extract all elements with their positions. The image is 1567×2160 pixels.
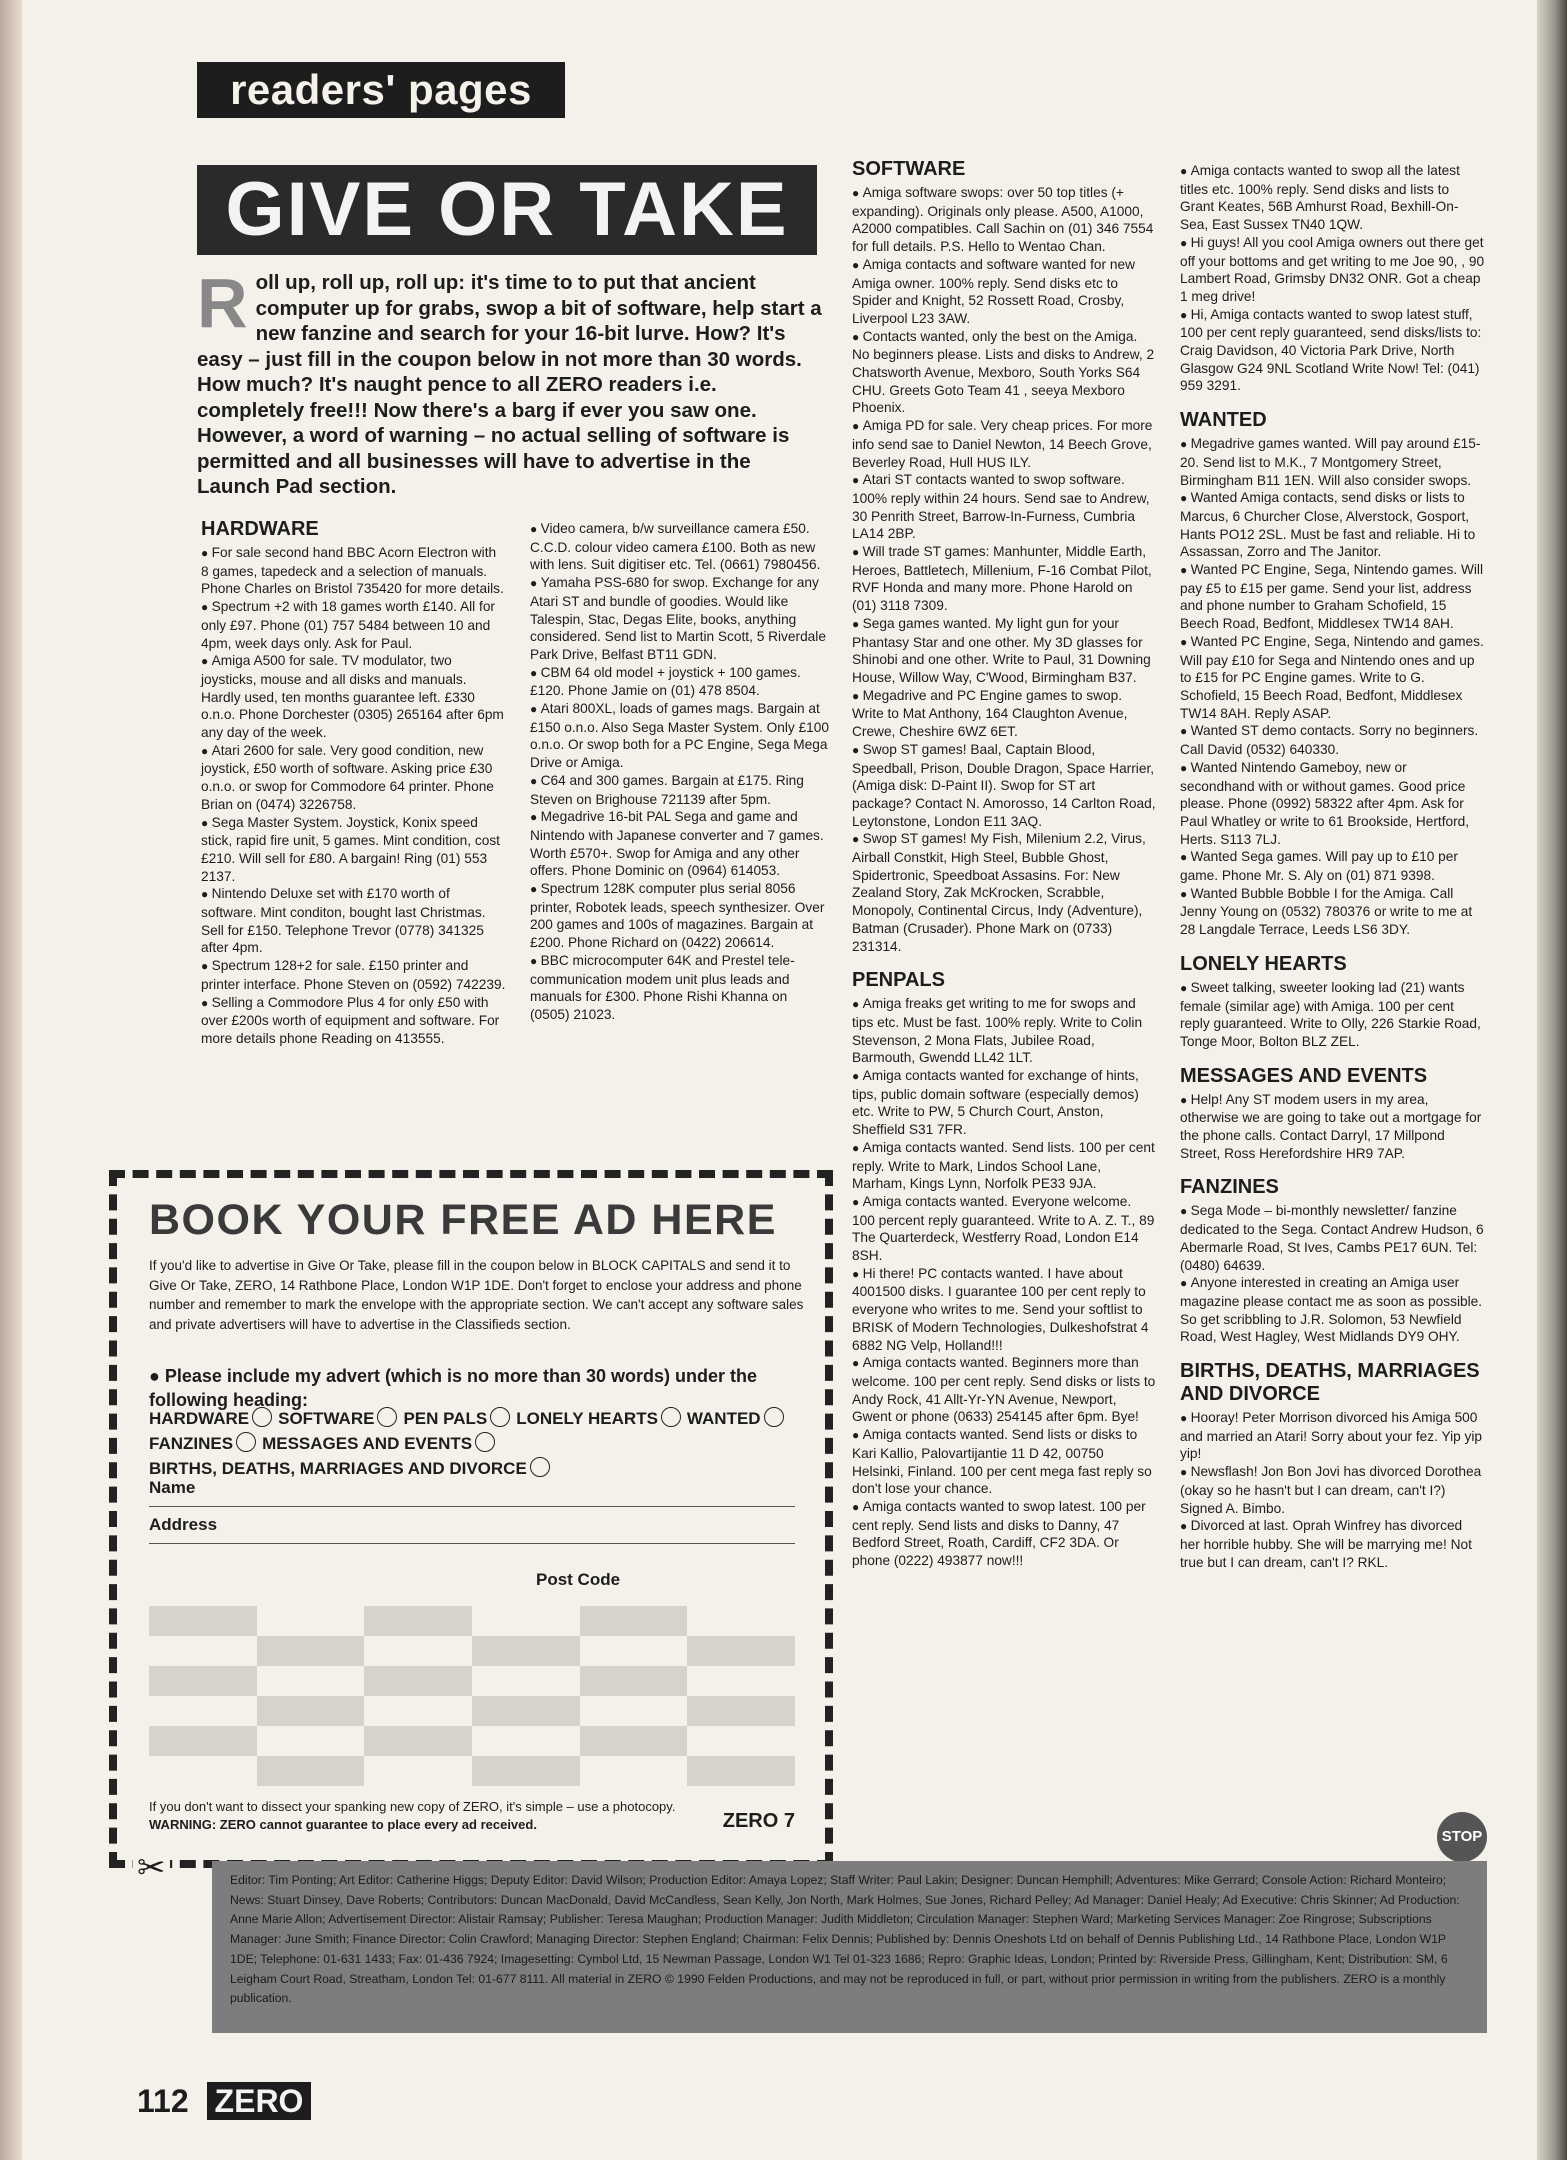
classified-ad: ● Wanted PC Engine, Sega, Nintendo and games. Will pay £10 for Sega and Nintendo ones and up to £15 for PC Engine games. Write to G. Schofield, 15 Beech Road, Bedfont, Middlesex TW14 8AH. Reply ASAP. xyxy=(1180,633,1485,723)
heading-option[interactable] xyxy=(262,1431,495,1456)
grid-cell[interactable] xyxy=(580,1696,688,1726)
grid-cell[interactable] xyxy=(364,1636,472,1666)
coupon-heading-options xyxy=(149,1406,809,1481)
classified-ad: ● Amiga contacts wanted for exchange of hints, tips, public domain software (especially demos) etc. Write to PW, 5 Church Court, Anston, Sheffield S31 7FR. xyxy=(852,1067,1157,1139)
grid-cell[interactable] xyxy=(257,1666,365,1696)
scissors-icon: ✂ xyxy=(133,1853,170,1883)
classified-ad: ● Sweet talking, sweeter looking lad (21) wants female (similar age) with Amiga. 100 per cent reply guaranteed. Write to Olly, 226 Starkie Road, Tonge Moor, Bolton BLZ ZEL. xyxy=(1180,979,1485,1051)
grid-cell[interactable] xyxy=(257,1726,365,1756)
heading-option[interactable] xyxy=(403,1406,510,1431)
classified-ad: ● Atari 800XL, loads of games mags. Bargain at £150 o.n.o. Also Sega Master System. Only £100 o.n.o. Or swop both for a PC Engine, Sega Mega Drive or Amiga. xyxy=(530,700,830,772)
section-tag: readers' pages xyxy=(197,62,565,118)
heading-option[interactable] xyxy=(149,1431,256,1456)
messages-heading: MESSAGES AND EVENTS xyxy=(1180,1064,1428,1087)
grid-cell[interactable] xyxy=(580,1666,688,1696)
grid-cell[interactable] xyxy=(364,1696,472,1726)
classified-ad: ● Amiga freaks get writing to me for swops and tips etc. Must be fast. 100% reply. Write to Colin Stevenson, 2 Mona Flats, Jubilee Road, Barmouth, Gwendd LL42 1LT. xyxy=(852,995,1157,1067)
classified-ad: ● Amiga contacts wanted. Beginners more than welcome. 100 per cent reply. Send disks or lists to Andy Rock, 41 Allt-Yr-YN Avenue, Newport, Gwent or phone (0633) 254145 after 6pm. Bye! xyxy=(852,1354,1157,1426)
coupon-footer xyxy=(149,1798,809,1834)
heading-option-label: WANTED xyxy=(686,1409,761,1428)
option-circle-checkbox[interactable] xyxy=(475,1432,495,1452)
classified-ad: ● Sega games wanted. My light gun for your Phantasy Star and one other. My 3D glasses for Shinobi and one other. Write to Paul, 31 Downing House, Willow Way, C'Wood, Birmingham B37. xyxy=(852,615,1157,687)
hardware-heading: HARDWARE xyxy=(201,518,319,540)
classified-ad: ● Hooray! Peter Morrison divorced his Amiga 500 and married an Atari! Sorry about your fez. Yip yip yip! xyxy=(1180,1409,1485,1463)
option-circle-checkbox[interactable] xyxy=(252,1407,272,1427)
heading-option-label: MESSAGES AND EVENTS xyxy=(262,1434,473,1453)
births-heading: BIRTHS, DEATHS, MARRIAGES AND DIVORCE xyxy=(1180,1360,1480,1406)
classified-ad: ● CBM 64 old model + joystick + 100 games. £120. Phone Jamie on (01) 478 8504. xyxy=(530,664,830,700)
coupon-number: ZERO 7 xyxy=(722,1810,795,1832)
name-field[interactable] xyxy=(149,1478,795,1507)
address-field[interactable] xyxy=(149,1515,795,1544)
grid-cell[interactable] xyxy=(364,1756,472,1786)
wanted-heading: WANTED xyxy=(1180,409,1267,432)
heading-option-label: SOFTWARE xyxy=(278,1409,375,1428)
coupon-include-text: ● Please include my advert (which is no more than 30 words) under the following heading: xyxy=(149,1366,758,1410)
classified-ad: ● Amiga contacts wanted to swop latest. 100 per cent reply. Send lists and disks to Danny, 47 Bedford Street, Roath, Cardiff, CF2 3DA. Or phone (0222) 493877 now!!! xyxy=(852,1498,1157,1570)
classified-ad: ● Sega Mode – bi-monthly newsletter/ fanzine dedicated to the Sega. Contact Andrew Hudson, 6 Abermarle Road, St Ives, Cambs PE17 6UN. Tel: (0480) 64639. xyxy=(1180,1202,1485,1274)
classified-ad: ● Amiga software swops: over 50 top titles (+ expanding). Originals only please. A500, A1000, A2000 compatibles. Call Sachin on (01) 346 7554 for full details. P.S. Hello to Wentao Chan. xyxy=(852,184,1157,256)
grid-cell[interactable] xyxy=(687,1606,795,1636)
classified-ad: ● Megadrive and PC Engine games to swop. Write to Mat Anthony, 164 Claughton Avenue, Crewe, Cheshire 6WZ 6ET. xyxy=(852,687,1157,741)
classified-ad: ● Amiga contacts and software wanted for new Amiga owner. 100% reply. Send disks etc to Spider and Knight, 52 Rossett Road, Crosby, Liverpool L23 3AW. xyxy=(852,256,1157,328)
grid-cell[interactable] xyxy=(257,1696,365,1726)
grid-cell[interactable] xyxy=(257,1606,365,1636)
coupon-instructions: If you'd like to advertise in Give Or Take, please fill in the coupon below in BLOCK CAPITALS and send it to Give Or Take, ZERO, 14 Rathbone Place, London W1P 1DE. Don't forget to enclose your address and phone number and remember to mark the envelope with the appropriate section. We can't accept any software sales and private advertisers will have to advertise in the Classifieds section. xyxy=(149,1258,804,1332)
classified-ad: ● Megadrive games wanted. Will pay around £15-20. Send list to M.K., 7 Montgomery Street, Birmingham B11 1EN. Will also consider swops. xyxy=(1180,435,1485,489)
heading-option-label: HARDWARE xyxy=(149,1409,250,1428)
classified-ad: ● Wanted Amiga contacts, send disks or lists to Marcus, 6 Churcher Close, Alverstock, Gosport, Hants PO12 2SL. Must be fast and reliable. Hi to Assassan, Zorro and The Janitor. xyxy=(1180,489,1485,561)
coupon-warning: WARNING: ZERO cannot guarantee to place every ad received. xyxy=(149,1817,537,1832)
grid-cell[interactable] xyxy=(580,1636,688,1666)
page-number: 112 xyxy=(137,2083,189,2119)
grid-cell[interactable] xyxy=(149,1756,257,1786)
classified-ad: ● Newsflash! Jon Bon Jovi has divorced Dorothea (okay so he hasn't but I can dream, can't I?) Signed A. Bimbo. xyxy=(1180,1463,1485,1517)
classified-ad: ● Video camera, b/w surveillance camera £50. C.C.D. colour video camera £100. Both as new with lens. Suit digitiser etc. Tel. (0661) 7980456. xyxy=(530,520,830,574)
classified-ad: ● Help! Any ST modem users in my area, otherwise we are going to take out a mortgage for the phone calls. Contact Darryl, 17 Millpond Street, Ross Herefordshire HR9 7AP. xyxy=(1180,1091,1485,1163)
grid-cell[interactable] xyxy=(364,1726,472,1756)
grid-cell[interactable] xyxy=(687,1666,795,1696)
grid-cell[interactable] xyxy=(149,1606,257,1636)
heading-option[interactable] xyxy=(149,1406,272,1431)
software-penpals-column xyxy=(852,158,1157,1570)
classified-ad: ● C64 and 300 games. Bargain at £175. Ring Steven on Brighouse 721139 after 5pm. xyxy=(530,772,830,808)
grid-cell[interactable] xyxy=(580,1726,688,1756)
grid-cell[interactable] xyxy=(687,1726,795,1756)
software-heading: SOFTWARE xyxy=(852,158,966,180)
heading-option-label: FANZINES xyxy=(149,1434,234,1453)
classified-ad: ● Sega Master System. Joystick, Konix speed stick, rapid fire unit, 5 games. Mint condition, cost £210. Will sell for £80. A bargain! Ring (01) 553 2137. xyxy=(201,814,506,886)
classified-ad: ● Hi guys! All you cool Amiga owners out there get off your bottoms and get writing to me Joe 90, , 90 Lambert Road, Grimsby DN32 ONR. Got a cheap 1 meg drive! xyxy=(1180,234,1485,306)
grid-cell[interactable] xyxy=(257,1756,365,1786)
masthead-credits: Editor: Tim Ponting; Art Editor: Catherine Higgs; Deputy Editor: David Wilson; Production Editor: Amaya Lopez; Staff Writer: Paul Lakin; Designer: Duncan Hemphill; Adventures: Mike Gerrard; Console Action: Richard Monteiro; News: Stuart Dinsey, Dave Roberts; Contributors: Duncan MacDonald, David McCandless, Sean Kelly, Jon North, Mark Holmes, Sue Jones, Richard Pelley; Ad Manager: Daniel Healy; Ad Executive: Chris Skinner; Ad Production: Anne Marie Allon; Advertisement Director: Alistair Ramsay; Publisher: Teresa Maughan; Production Manager: Judith Middleton; Circulation Manager: Stephen Ward; Marketing Services Manager: Zoe Ringrose; Subscriptions Manager: June Smith; Finance Director: Colin Crawford; Managing Director: Stephen England; Chairman: Felix Dennis; Published by: Dennis Oneshots Ltd on behalf of Dennis Publishing Ltd., 14 Rathbone Place, London W1P 1DE; Telephone: 01-631 1433; Fax: 01-436 7924; Imagesetting: Cymbol Ltd, 15 Newman Passage, London W1 Tel 01-323 1686; Repro: Graphic Ideas, London; Printed by: Riverside Press, Gillingham, Kent; Distribution: SM, 6 Leigham Court Road, Streatham, London Tel: 01-677 8111. All material in ZERO © 1990 Felden Productions, and may not be reproduced in full, or part, without prior permission in writing from the publishers. ZERO is a monthly publication. xyxy=(212,1861,1487,2033)
option-circle-checkbox[interactable] xyxy=(661,1407,681,1427)
classified-ad: ● Nintendo Deluxe set with £170 worth of software. Mint conditon, bought last Christmas. Sell for £150. Telephone Trevor (0778) 341325 after 4pm. xyxy=(201,885,506,957)
classified-ad: ● Anyone interested in creating an Amiga user magazine please contact me as soon as possible. So get scribbling to J.R. Solomon, 53 Newfield Road, West Hagley, West Midlands DY9 OHY. xyxy=(1180,1274,1485,1346)
classified-ad: ● BBC microcomputer 64K and Prestel tele-communication modem unit plus leads and manuals for £300. Phone Rishi Khanna on (0505) 21023. xyxy=(530,952,830,1024)
classified-ad: ● Wanted Sega games. Will pay up to £10 per game. Phone Mr. S. Aly on (01) 871 9398. xyxy=(1180,848,1485,884)
ad-coupon xyxy=(109,1170,833,1887)
classified-ad: ● Amiga contacts wanted. Everyone welcome. 100 percent reply guaranteed. Write to A. Z. T., 89 The Quarterdeck, Westferry Road, London E14 8SH. xyxy=(852,1193,1157,1265)
classified-ad: ● Megadrive 16-bit PAL Sega and game and Nintendo with Japanese converter and 7 games. Worth £570+. Swop for Amiga and any other offers. Phone Dominic on (0964) 614053. xyxy=(530,808,830,880)
classified-ad: ● Spectrum 128K computer plus serial 8056 printer, Robotek leads, speech synthesizer. Over 200 games and 100s of magazines. Bargain at £200. Phone Richard on (0422) 206614. xyxy=(530,880,830,952)
heading-option-label: LONELY HEARTS xyxy=(516,1409,658,1428)
heading-option[interactable] xyxy=(278,1406,397,1431)
stop-sign-icon: STOP xyxy=(1437,1812,1487,1862)
grid-cell[interactable] xyxy=(472,1726,580,1756)
classified-ad: ● Atari ST contacts wanted to swop software. 100% reply within 24 hours. Send sae to Andrew, 30 Penrith Street, Barrow-In-Furness, Cumbria LA14 2BP. xyxy=(852,471,1157,543)
heading-option-label: PEN PALS xyxy=(403,1409,488,1428)
grid-cell[interactable] xyxy=(257,1636,365,1666)
classified-ad: ● Swop ST games! Baal, Captain Blood, Speedball, Prison, Double Dragon, Space Harrier, (Amiga disk: D-Paint II). Swop for ST art package? Contact N. Amorosso, 14 Carlton Road, Leytonstone, London E11 3AQ. xyxy=(852,741,1157,831)
intro-text: oll up, roll up, roll up: it's time to to put that ancient computer up for grabs, swop a bit of software, help start a new fanzine and search for your 16-bit lurve. How? It's easy – just fill in the coupon below in not more than 30 words. How much? It's naught pence to all ZERO readers i.e. completely free!!! Now there's a barg if ever you saw one. However, a word of warning – no actual selling of software is permitted and all businesses will have to advertise in the Launch Pad section. xyxy=(197,271,822,498)
intro-dropcap: R xyxy=(197,264,248,342)
penpals-heading: PENPALS xyxy=(852,969,945,992)
heading-option-label: BIRTHS, DEATHS, MARRIAGES AND DIVORCE xyxy=(149,1459,527,1478)
classified-ad: ● Spectrum +2 with 18 games worth £140. All for only £97. Phone (01) 757 5484 between 10 and 4pm, week days only. Ask for Paul. xyxy=(201,598,506,652)
classified-ad: ● Hi, Amiga contacts wanted to swop latest stuff, 100 per cent reply guaranteed, send disks/lists to: Craig Davidson, 40 Victoria Park Drive, North Glasgow G24 9NL Scotland Write Now! Tel: (041) 959 3291. xyxy=(1180,306,1485,396)
classified-ad: ● Wanted Bubble Bobble I for the Amiga. Call Jenny Young on (0532) 780376 or write to me at 28 Langdale Terrace, Leeds LS6 3DY. xyxy=(1180,885,1485,939)
name-label: Name xyxy=(149,1478,196,1497)
option-circle-checkbox[interactable] xyxy=(530,1457,550,1477)
address-label: Address xyxy=(149,1515,218,1534)
classified-ad: ● Will trade ST games: Manhunter, Middle Earth, Heroes, Battletech, Millenium, F-16 Combat Pilot, RVF Honda and many more. Phone Harold on (01) 3118 7309. xyxy=(852,543,1157,615)
classified-ad: ● For sale second hand BBC Acorn Electron with 8 games, tapedeck and a selection of manuals. Phone Charles on Bristol 735420 for more details. xyxy=(201,544,506,598)
right-column xyxy=(1180,162,1485,1571)
classified-ad: ● Wanted Nintendo Gameboy, new or secondhand with or without games. Good price please. Phone (0992) 58322 after 4pm. Ask for Paul Whatley or write to 61 Brookside, Hertford, Herts. S113 7LJ. xyxy=(1180,759,1485,849)
heading-option[interactable] xyxy=(687,1406,784,1431)
classified-ad: ● Contacts wanted, only the best on the Amiga. No beginners please. Lists and disks to Andrew, 2 Chatsworth Avenue, Mexboro, South Yorks S64 CHU. Greets Goto Team 41 , seeya Mexboro Phoenix. xyxy=(852,328,1157,418)
classified-ad: ● Atari 2600 for sale. Very good condition, new joystick, £50 worth of software. Asking price £30 o.n.o. or swop for Commodore 64 printer. Phone Brian on (0474) 3226758. xyxy=(201,742,506,814)
grid-cell[interactable] xyxy=(472,1696,580,1726)
grid-cell[interactable] xyxy=(149,1636,257,1666)
grid-cell[interactable] xyxy=(472,1756,580,1786)
classified-ad: ● Amiga PD for sale. Very cheap prices. For more info send sae to Daniel Newton, 14 Beech Grove, Beverley Road, Hull HUS ILY. xyxy=(852,417,1157,471)
classified-ad: ● Amiga A500 for sale. TV modulator, two joysticks, mouse and all disks and manuals. Hardly used, ten months guarantee left. £330 o.n.o. Phone Dorchester (0305) 265164 after 6pm any day of the week. xyxy=(201,652,506,742)
classified-ad: ● Hi there! PC contacts wanted. I have about 4001500 disks. I guarantee 100 per cent reply to everyone who writes to me. Send your softlist to BRISK of Modern Technologies, Dulkeshofstrat 4 6882 NG Velp, Holland!!! xyxy=(852,1265,1157,1355)
classified-ad: ● Swop ST games! My Fish, Milenium 2.2, Virus, Airball Constkit, High Steel, Bubble Ghost, Spidertronic, Speedboat Assasins. For: New Zealand Story, Zak McKrocken, Scrabble, Monopoly, Continental Circus, Indy (Adventure), Batman (Crusader). Phone Mark on (0733) 231314. xyxy=(852,830,1157,955)
classified-ad: ● Wanted ST demo contacts. Sorry no beginners. Call David (0532) 640330. xyxy=(1180,722,1485,758)
heading-option[interactable] xyxy=(516,1406,681,1431)
grid-cell[interactable] xyxy=(364,1666,472,1696)
grid-cell[interactable] xyxy=(687,1756,795,1786)
option-circle-checkbox[interactable] xyxy=(377,1407,397,1427)
grid-cell[interactable] xyxy=(687,1696,795,1726)
classified-ad: ● Amiga contacts wanted to swop all the latest titles etc. 100% reply. Send disks and lists to Grant Keates, 56B Amhurst Road, Bexhill-On-Sea, East Sussex TN40 1QW. xyxy=(1180,162,1485,234)
lonely-hearts-heading: LONELY HEARTS xyxy=(1180,952,1347,975)
zero-logo: ZERO xyxy=(207,2082,311,2120)
grid-cell[interactable] xyxy=(580,1756,688,1786)
grid-cell[interactable] xyxy=(149,1696,257,1726)
classified-ad: ● Divorced at last. Oprah Winfrey has divorced her horrible hubby. She will be marrying me! Not true but I can dream, can't I? RKL. xyxy=(1180,1517,1485,1571)
hardware-column-left xyxy=(201,518,506,1048)
postcode-label: Post Code xyxy=(536,1570,621,1589)
page-title: GIVE OR TAKE xyxy=(197,165,817,255)
hardware-column-right xyxy=(530,520,830,1024)
coupon-footer-note: If you don't want to dissect your spanking new copy of ZERO, it's simple – use a photocopy. xyxy=(149,1799,676,1814)
option-circle-checkbox[interactable] xyxy=(764,1407,784,1427)
classified-ad: ● Selling a Commodore Plus 4 for only £50 with over £200s worth of equipment and software. For more details phone Reading on 413555. xyxy=(201,994,506,1048)
ad-text-grid[interactable] xyxy=(149,1606,795,1786)
grid-cell[interactable] xyxy=(364,1606,472,1636)
grid-cell[interactable] xyxy=(472,1606,580,1636)
option-circle-checkbox[interactable] xyxy=(490,1407,510,1427)
fanzines-heading: FANZINES xyxy=(1180,1176,1279,1199)
grid-cell[interactable] xyxy=(149,1726,257,1756)
classified-ad: ● Yamaha PSS-680 for swop. Exchange for any Atari ST and bundle of goodies. Would like Talespin, Stac, Degas Elite, books, anything considered. Send list to Martin Scott, 5 Riverdale Park Drive, Belfast BT11 GDN. xyxy=(530,574,830,664)
page-binding-edge xyxy=(0,0,22,2160)
classified-ad: ● Amiga contacts wanted. Send lists or disks to Kari Kallio, Palovartijantie 11 D 42, 00750 Helsinki, Finland. 100 per cent mega fast reply so don't lose your chance. xyxy=(852,1426,1157,1498)
grid-cell[interactable] xyxy=(472,1666,580,1696)
classified-ad: ● Spectrum 128+2 for sale. £150 printer and printer interface. Phone Steven on (0592) 742239. xyxy=(201,957,506,993)
page-right-edge xyxy=(1537,0,1567,2160)
grid-cell[interactable] xyxy=(580,1606,688,1636)
coupon-title: BOOK YOUR FREE AD HERE xyxy=(149,1196,777,1244)
classified-ad: ● Amiga contacts wanted. Send lists. 100 per cent reply. Write to Mark, Lindos School Lane, Marham, Kings Lynn, Norfolk PE33 9JA. xyxy=(852,1139,1157,1193)
classified-ad: ● Wanted PC Engine, Sega, Nintendo games. Will pay £5 to £15 per game. Send your list, address and phone number to Graham Schofield, 15 Beech Road, Bedfont, Middlesex TW14 8AH. xyxy=(1180,561,1485,633)
grid-cell[interactable] xyxy=(687,1636,795,1666)
intro-paragraph xyxy=(197,264,827,498)
grid-cell[interactable] xyxy=(472,1636,580,1666)
grid-cell[interactable] xyxy=(149,1666,257,1696)
option-circle-checkbox[interactable] xyxy=(236,1432,256,1452)
